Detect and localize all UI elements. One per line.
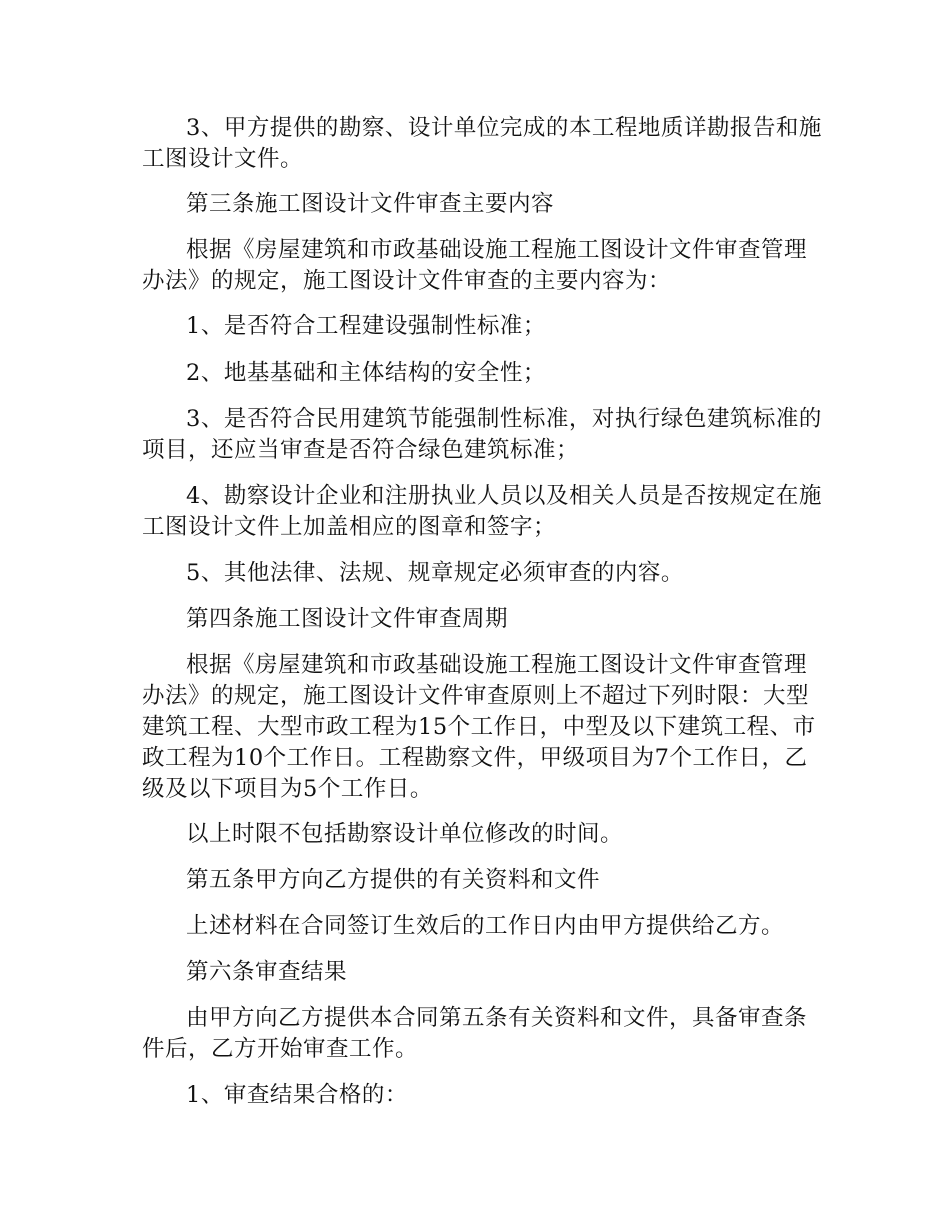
paragraph-materials-delivery: 上述材料在合同签订生效后的工作日内由甲方提供给乙方。 bbox=[186, 913, 785, 939]
paragraph-item-3-provided-files: 3、甲方提供的勘察、设计单位完成的本工程地质详勘报告和施工图设计文件。 bbox=[142, 115, 822, 172]
list-item-1-mandatory-standards: 1、是否符合工程建设强制性标准； bbox=[186, 313, 546, 339]
list-item-1-review-passed: 1、审查结果合格的： bbox=[186, 1082, 408, 1108]
list-item-2-structural-safety: 2、地基基础和主体结构的安全性； bbox=[186, 360, 546, 386]
article-6-heading: 第六条审查结果 bbox=[186, 959, 348, 985]
paragraph-review-period-limits: 根据《房屋建筑和市政基础设施工程施工图设计文件审查管理办法》的规定，施工图设计文件审查原则上不超过下列时限：大型建筑工程、大型市政工程为15个工作日，中型及以下建筑工程、市政工程为10个工作日。工程勘察文件，甲级项目为7个工作日，乙级及以下项目为5个工作日。 bbox=[142, 652, 816, 802]
article-5-heading: 第五条甲方向乙方提供的有关资料和文件 bbox=[186, 867, 601, 893]
list-item-4-seals-signatures: 4、勘察设计企业和注册执业人员以及相关人员是否按规定在施工图设计文件上加盖相应的图章和签字； bbox=[142, 483, 822, 540]
list-item-5-other-regulations: 5、其他法律、法规、规章规定必须审查的内容。 bbox=[186, 560, 684, 586]
article-4-heading: 第四条施工图设计文件审查周期 bbox=[186, 606, 509, 632]
paragraph-time-exclusion: 以上时限不包括勘察设计单位修改的时间。 bbox=[186, 821, 624, 847]
paragraph-review-content-basis: 根据《房屋建筑和市政基础设施工程施工图设计文件审查管理办法》的规定，施工图设计文件审查的主要内容为： bbox=[142, 237, 808, 294]
paragraph-review-start: 由甲方向乙方提供本合同第五条有关资料和文件，具备审查条件后，乙方开始审查工作。 bbox=[142, 1005, 808, 1062]
list-item-3-energy-green-standards: 3、是否符合民用建筑节能强制性标准，对执行绿色建筑标准的项目，还应当审查是否符合绿色建筑标准； bbox=[142, 406, 822, 463]
article-3-heading: 第三条施工图设计文件审查主要内容 bbox=[186, 191, 555, 217]
